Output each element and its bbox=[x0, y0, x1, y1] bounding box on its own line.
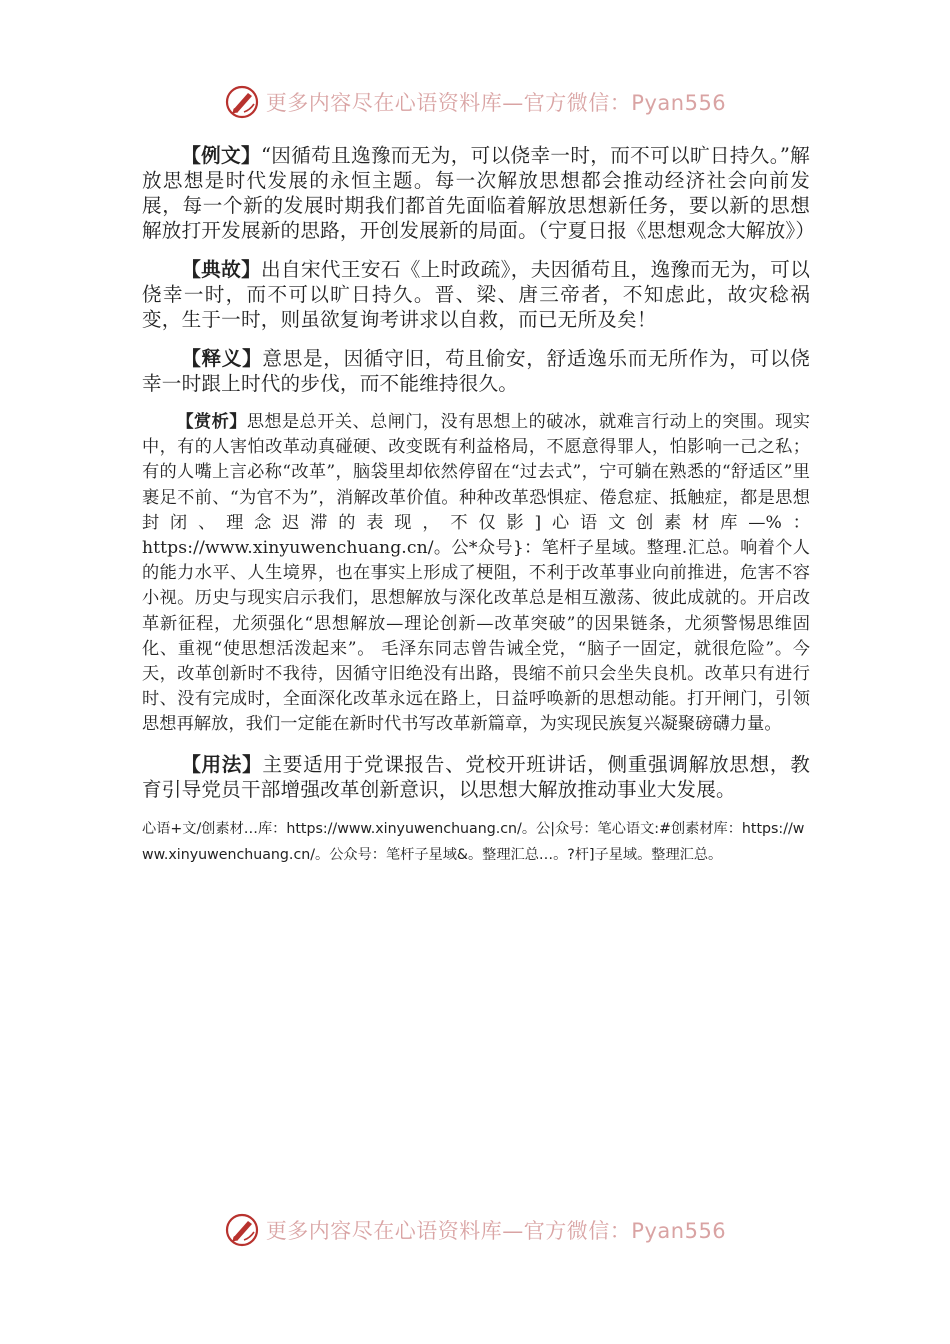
header-banner bbox=[0, 80, 950, 124]
section-text: 出自宋代王安石《上时政疏》，夫因循苟且，逸豫而无为，可以侥幸一时，而不可以旷日持久。晋、梁、唐三帝者，不知虑此，故灾稔祸变，生于一时，则虽欲复询考讲求以自救，而已无所及矣！ bbox=[142, 258, 810, 331]
section-label: 【典故】 bbox=[181, 258, 262, 281]
section-example bbox=[142, 143, 816, 243]
section-meaning bbox=[142, 346, 810, 396]
section-text: “因循苟且逸豫而无为，可以侥幸一时，而不可以旷日持久。”解放思想是时代发展的永恒主题。每一次解放思想都会推动经济社会向前发展，每一个新的发展时期我们都首先面临着解放思想新任务，要以新的思想解放打开发展新的思路，开创发展新的局面。（宁夏日报《思想观念大解放》） bbox=[142, 144, 816, 242]
pen-logo-icon bbox=[224, 84, 260, 120]
section-label: 【赏析】 bbox=[176, 412, 247, 432]
pen-logo-icon bbox=[224, 1212, 260, 1248]
section-label: 【用法】 bbox=[181, 752, 263, 776]
footer-banner bbox=[0, 1208, 950, 1252]
section-text: 思想是总开关、总闸门，没有思想上的破冰，就难言行动上的突围。现实中，有的人害怕改革动真碰硬、改变既有利益格局，不愿意得罪人，怕影响一己之私；有的人嘴上言必称“改革”，脑袋里却依然停留在“过去式”，宁可躺在熟悉的“舒适区”里裹足不前、“为官不为”，消解改革价值。种种改革恐惧症、倦怠症、抵触症，都是思想封闭、理念迟滞的表现，不仅影]心语文创素材库—%：https://www.xinyuwenchuang.cn/。公*众号}：笔杆子星域。整理.汇总。响着个人的能力水平、人生境界，也在事实上形成了梗阻，不利于改革事业向前推进，危害不容小视。历史与现实启示我们，思想解放与深化改革总是相互激荡、彼此成就的。开启改革新征程，尤须强化“思想解放—理论创新—改革突破”的因果链条，尤须警惕思维固化、重视“使思想活泼起来”。 毛泽东同志曾告诫全党，“脑子一固定，就很危险”。今天，改革创新时不我待，因循守旧绝没有出路，畏缩不前只会坐失良机。改革只有进行时、没有完成时，全面深化改革永远在路上，日益呼唤新的思想动能。打开闸门，引领思想再解放，我们一定能在新时代书写改革新篇章，为实现民族复兴凝聚磅礴力量。 bbox=[142, 412, 810, 735]
section-label: 【释义】 bbox=[181, 347, 263, 370]
section-allusion bbox=[142, 257, 810, 332]
section-label: 【例文】 bbox=[181, 144, 261, 167]
section-text: 意思是，因循守旧，苟且偷安，舒适逸乐而无所作为，可以侥幸一时跟上时代的步伐，而不能维持很久。 bbox=[142, 347, 810, 395]
section-appreciation bbox=[142, 410, 810, 738]
section-text: 主要适用于党课报告、党校开班讲话，侧重强调解放思想，教育引导党员干部增强改革创新意识，以思想大解放推动事业大发展。 bbox=[142, 752, 810, 801]
source-note: 心语+文/创素材…库：https://www.xinyuwenchuang.cn/。公|众号：笔心语文:#创素材库：https://www.xinyuwenchuang.cn/。公众号：笔杆子星域&。整理汇总…。?杆]子星域。整理汇总。 bbox=[142, 820, 805, 863]
header-banner-text: 更多内容尽在心语资料库—官方微信：Pyan556 bbox=[265, 91, 727, 115]
footer-banner-text: 更多内容尽在心语资料库—官方微信：Pyan556 bbox=[265, 1219, 727, 1243]
article-body bbox=[142, 143, 816, 868]
section-usage bbox=[142, 752, 810, 802]
